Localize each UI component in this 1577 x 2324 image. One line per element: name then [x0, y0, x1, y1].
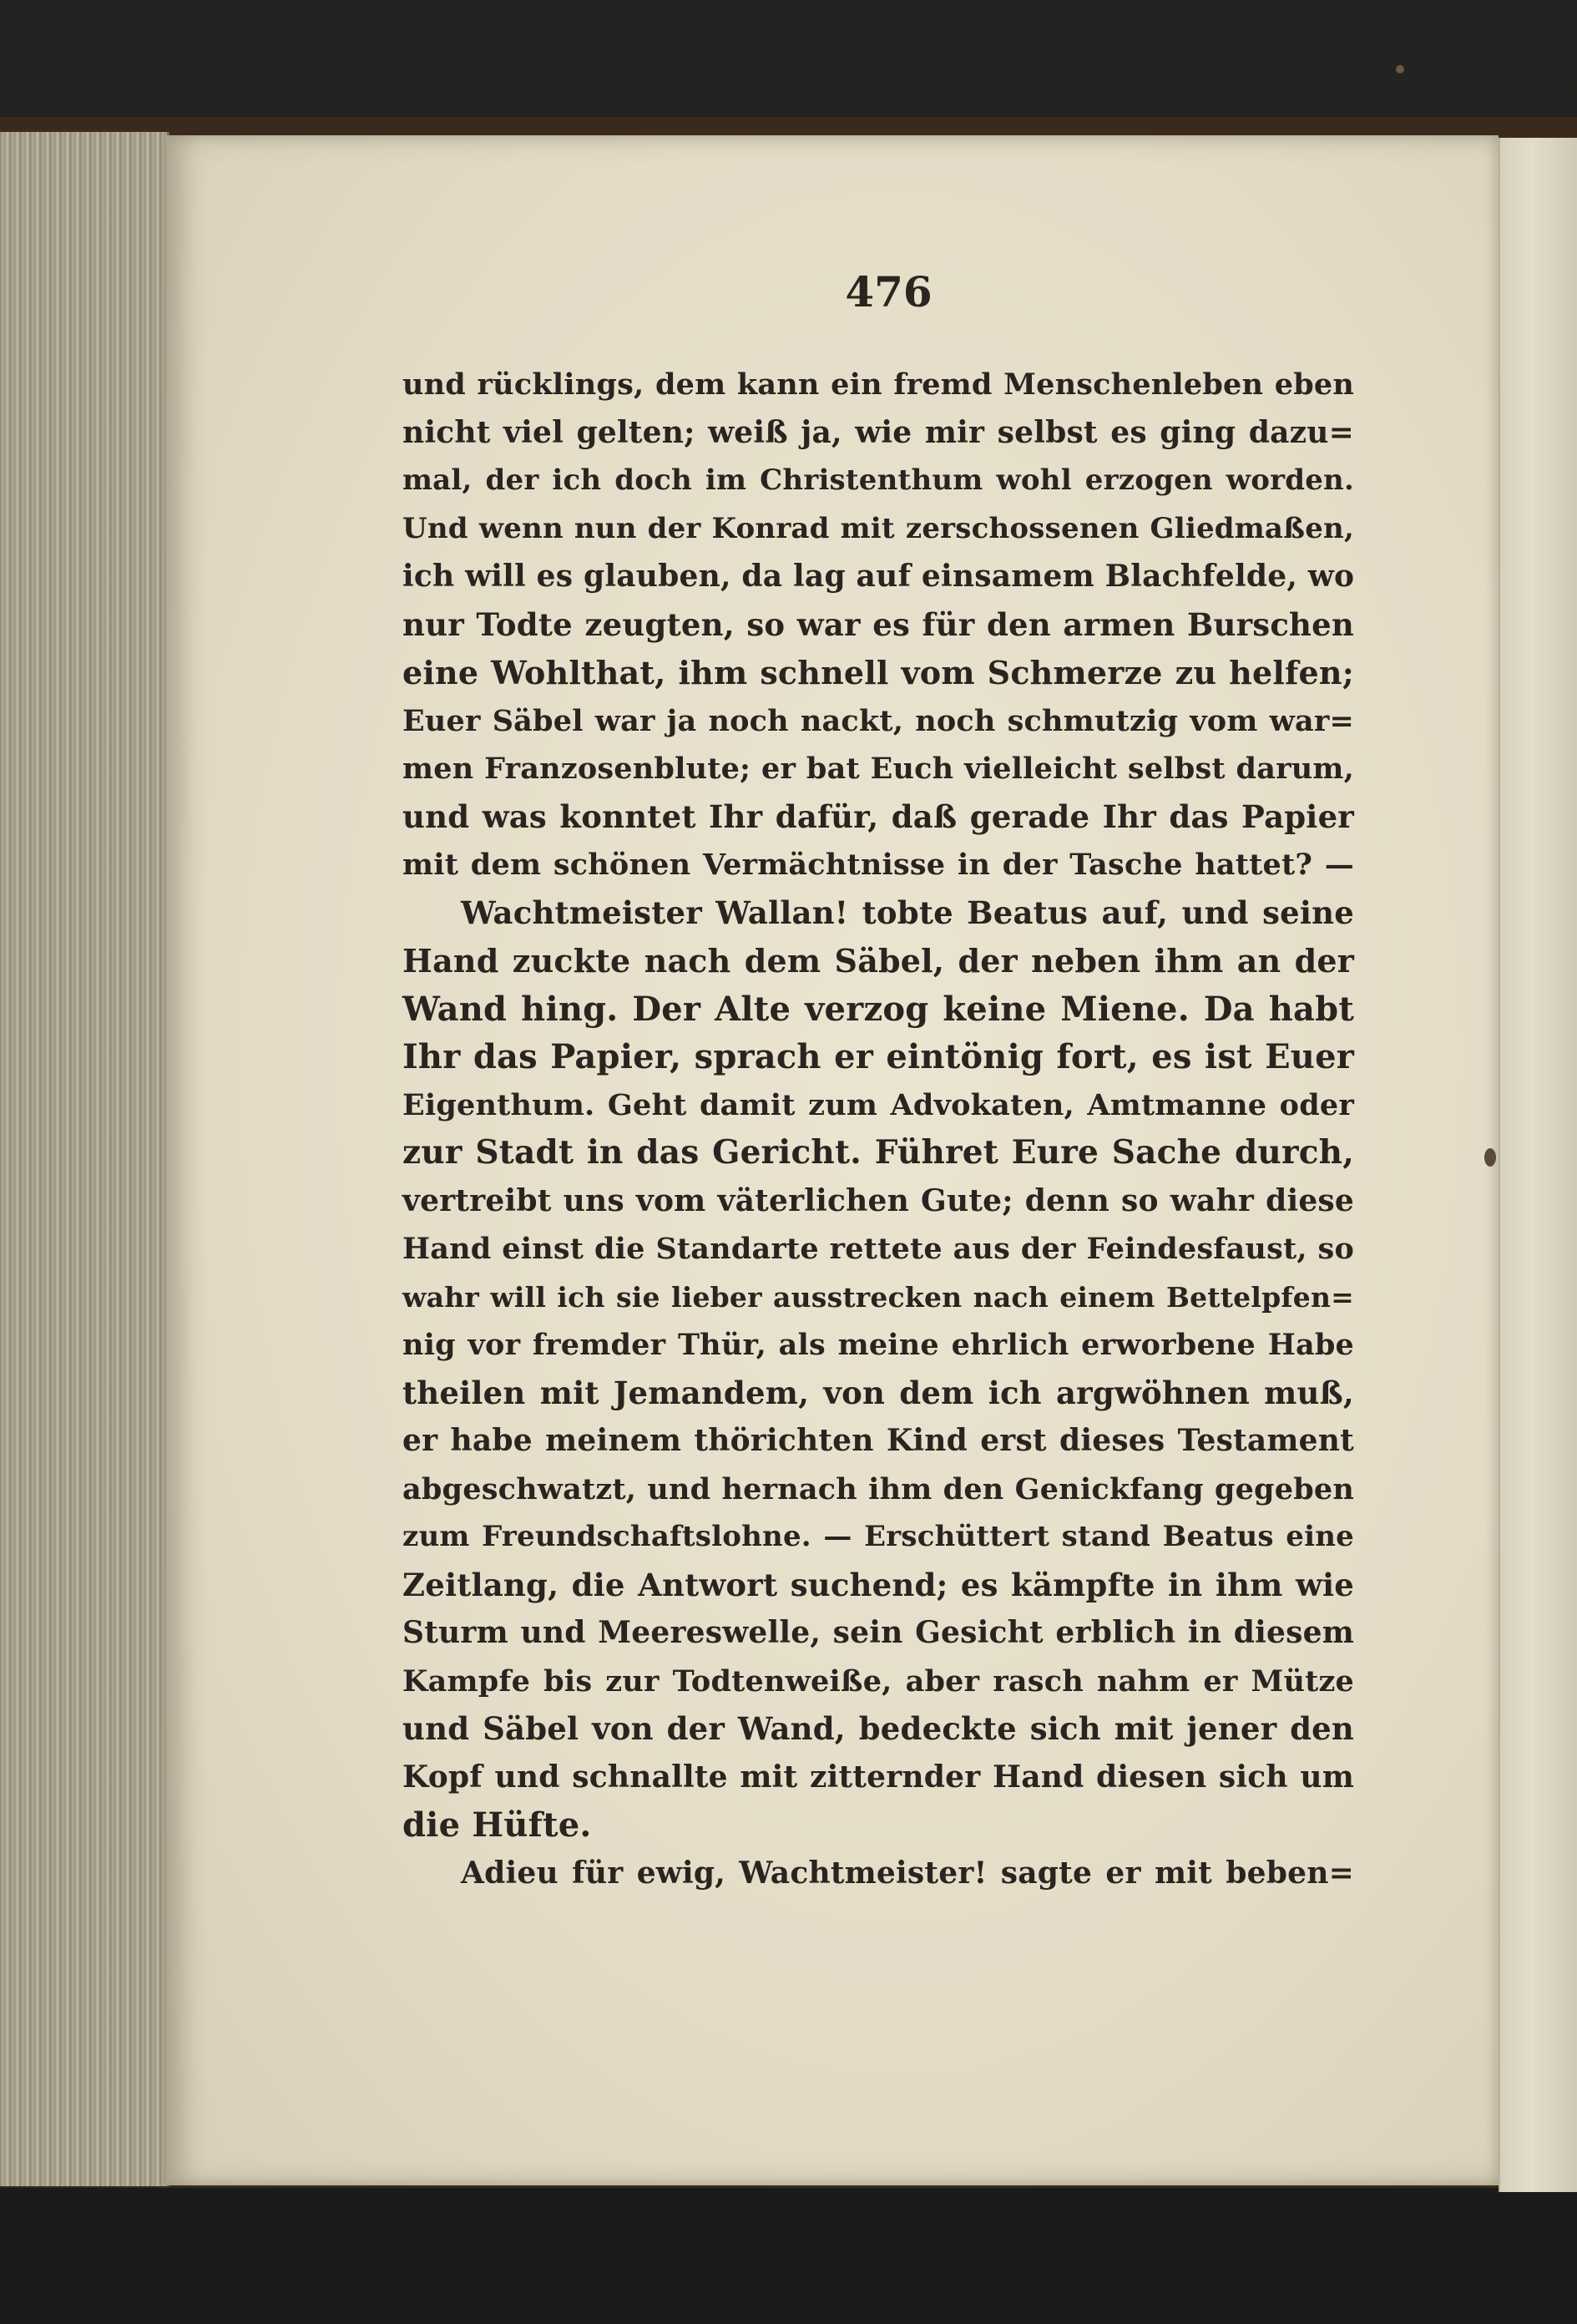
page-text — [402, 361, 1354, 1897]
text-line: die Hüfte. — [402, 1805, 592, 1845]
text-line: Wand hing. Der Alte verzog keine Miene. Da habt — [402, 989, 1354, 1029]
text-line: ich will es glauben, da lag auf einsamem Blachfelde, wo — [402, 559, 1355, 594]
text-line: und rücklings, dem kann ein fremd Menschenleben eben — [402, 367, 1354, 402]
text-line: wahr will ich sie lieber ausstrecken nach einem Bettelpfen= — [402, 1280, 1354, 1314]
ink-spot — [1484, 1148, 1496, 1167]
text-line: Wachtmeister Wallan! tobte Beatus auf, und seine — [461, 894, 1354, 931]
text-line: zur Stadt in das Gericht. Führet Eure Sache durch, — [402, 1133, 1354, 1172]
text-line: nur Todte zeugten, so war es für den armen Burschen — [402, 605, 1354, 643]
text-line: mal, der ich doch im Christenthum wohl erzogen worden. — [402, 463, 1354, 497]
text-line: abgeschwatzt, und hernach ihm den Genickfang gegeben — [402, 1471, 1354, 1506]
text-line: eine Wohlthat, ihm schnell vom Schmerze zu helfen; — [402, 654, 1354, 691]
text-line: theilen mit Jemandem, von dem ich argwöhnen muß, — [402, 1374, 1354, 1411]
text-line: und was konntet Ihr dafür, daß gerade Ihr das Papier — [402, 797, 1354, 835]
page-stack-edges — [0, 132, 169, 2186]
text-line: er habe meinem thörichten Kind erst dieses Testament — [402, 1423, 1354, 1458]
text-line: Und wenn nun der Konrad mit zerschossenen Gliedmaßen, — [402, 511, 1354, 545]
text-line: Kopf und schnallte mit zitternder Hand diesen sich um — [402, 1759, 1354, 1795]
text-line: Ihr das Papier, sprach er eintönig fort, es ist Euer — [402, 1037, 1354, 1076]
text-line: und Säbel von der Wand, bedeckte sich mit jener den — [402, 1710, 1354, 1747]
text-line: Zeitlang, die Antwort suchend; es kämpfte in ihm wie — [402, 1566, 1354, 1603]
text-line: nicht viel gelten; weiß ja, wie mir selbst es ging dazu= — [402, 414, 1354, 450]
text-line: Eigenthum. Geht damit zum Advokaten, Amtmanne oder — [402, 1087, 1354, 1122]
text-line: mit dem schönen Vermächtnisse in der Tasche hattet? — — [402, 848, 1354, 882]
text-line: nig vor fremder Thür, als meine ehrlich erworbene Habe — [402, 1328, 1354, 1362]
page-number: 476 — [845, 267, 933, 316]
text-line: men Franzosenblute; er bat Euch vielleicht selbst darum, — [402, 752, 1354, 786]
text-line: vertreibt uns vom väterlichen Gute; denn so wahr diese — [402, 1182, 1354, 1218]
ink-spot — [1396, 65, 1404, 73]
facing-page-edge — [1499, 138, 1577, 2192]
text-line: Adieu für ewig, Wachtmeister! sagte er mit beben= — [461, 1855, 1354, 1891]
text-line: Kampfe bis zur Todtenweiße, aber rasch nahm er Mütze — [402, 1663, 1354, 1699]
text-line: Sturm und Meereswelle, sein Gesicht erblich in diesem — [402, 1615, 1354, 1650]
text-line: Euer Säbel war ja noch nackt, noch schmutzig vom war= — [402, 703, 1354, 738]
text-line: Hand zuckte nach dem Säbel, der neben ihm an der — [402, 942, 1354, 980]
text-line: zum Freundschaftslohne. — Erschüttert stand Beatus eine — [402, 1520, 1354, 1553]
text-line: Hand einst die Standarte rettete aus der Feindesfaust, so — [402, 1232, 1354, 1266]
